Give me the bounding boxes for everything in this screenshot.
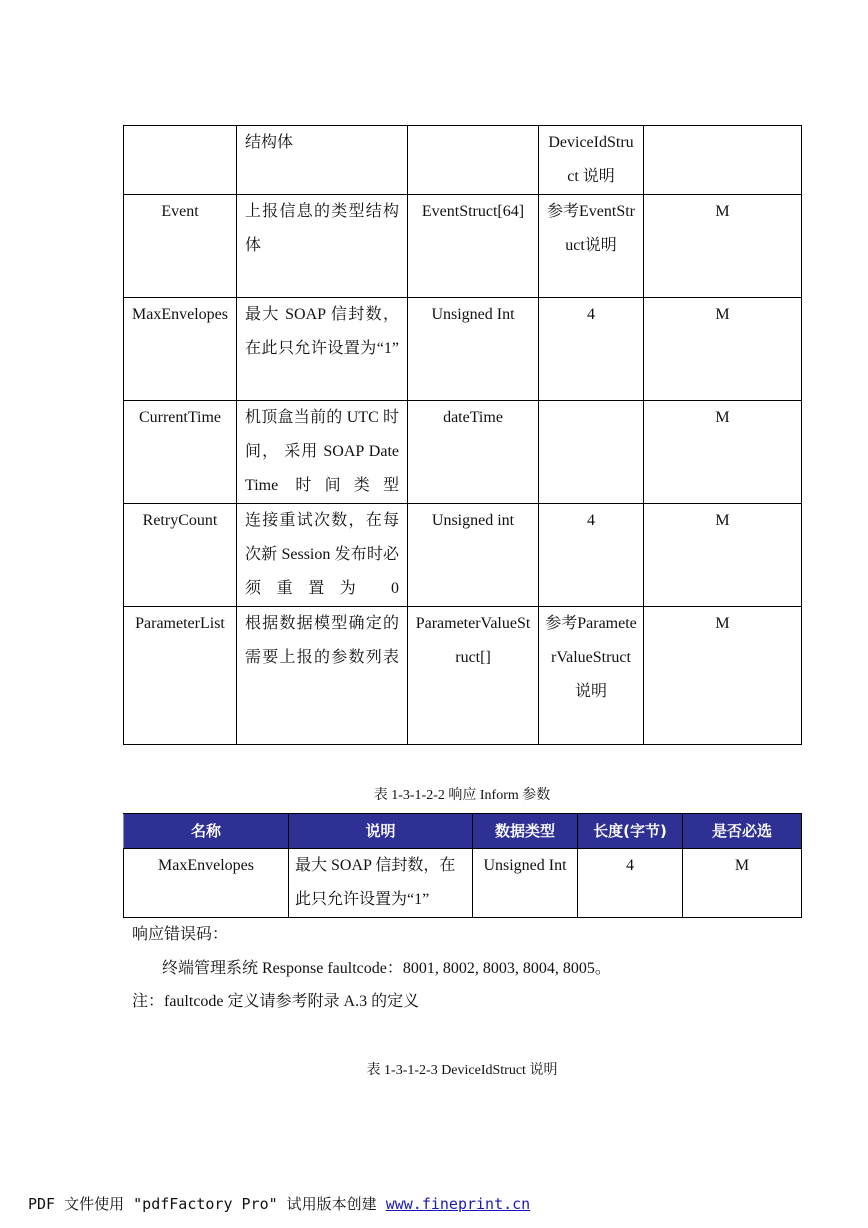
param-name-cell: MaxEnvelopes (124, 849, 289, 918)
param-required-cell (644, 126, 802, 195)
param-ref-cell: 参考EventStruct说明 (539, 195, 644, 298)
header-data-type: 数据类型 (473, 814, 578, 849)
param-ref-cell: DeviceIdStruct 说明 (539, 126, 644, 195)
param-desc-cell: 连接重试次数，在每次新 Session 发布时必须重置为 0 (237, 504, 408, 607)
inform-parameter-table (123, 125, 802, 745)
header-name: 名称 (124, 814, 289, 849)
header-length: 长度(字节) (578, 814, 683, 849)
param-name-cell: ParameterList (124, 607, 237, 745)
param-ref-cell: 参考ParameterValueStruct说明 (539, 607, 644, 745)
param-type-cell: EventStruct[64] (408, 195, 539, 298)
param-required-cell: M (644, 401, 802, 504)
table-row (124, 849, 802, 918)
param-desc-cell: 机顶盒当前的 UTC 时间， 采用 SOAP DateTime 时间类型 (237, 401, 408, 504)
param-required-cell: M (644, 298, 802, 401)
param-desc-cell: 结构体 (237, 126, 408, 195)
param-ref-cell: 4 (539, 298, 644, 401)
faultcode-note: 注：faultcode 定义请参考附录 A.3 的定义 (132, 993, 420, 1010)
footer-text: PDF 文件使用 "pdfFactory Pro" 试用版本创建 (28, 1195, 386, 1213)
table-row (124, 401, 802, 504)
param-type-cell: Unsigned Int (473, 849, 578, 918)
table-header-row (124, 814, 802, 849)
response-inform-table (123, 813, 802, 918)
param-name-cell (124, 126, 237, 195)
table-row (124, 195, 802, 298)
param-desc-cell: 最大 SOAP 信封数，在此只允许设置为“1” (289, 849, 473, 918)
param-desc-cell: 根据数据模型确定的需要上报的参数列表 (237, 607, 408, 745)
param-name-cell: MaxEnvelopes (124, 298, 237, 401)
table-row (124, 126, 802, 195)
param-desc-cell: 上报信息的类型结构体 (237, 195, 408, 298)
table-row (124, 298, 802, 401)
param-required-cell: M (644, 607, 802, 745)
table-row (124, 607, 802, 745)
param-type-cell: Unsigned int (408, 504, 539, 607)
table-row (124, 504, 802, 607)
param-length-cell: 4 (578, 849, 683, 918)
param-name-cell: Event (124, 195, 237, 298)
param-type-cell: Unsigned Int (408, 298, 539, 401)
response-faultcode-text: 终端管理系统 Response faultcode：8001, 8002, 8003, 8004, 8005。 (162, 960, 611, 977)
param-ref-cell (539, 401, 644, 504)
param-required-cell: M (644, 195, 802, 298)
param-required-cell: M (644, 504, 802, 607)
param-required-cell: M (683, 849, 802, 918)
param-ref-cell: 4 (539, 504, 644, 607)
pdf-footer (28, 1193, 530, 1215)
header-required: 是否必选 (683, 814, 802, 849)
header-description: 说明 (289, 814, 473, 849)
param-name-cell: CurrentTime (124, 401, 237, 504)
param-name-cell: RetryCount (124, 504, 237, 607)
table-caption-deviceidstruct: 表 1-3-1-2-3 DeviceIdStruct 说明 (366, 1063, 558, 1078)
param-desc-cell: 最大 SOAP 信封数，在此只允许设置为“1” (237, 298, 408, 401)
param-type-cell (408, 126, 539, 195)
fineprint-link[interactable]: www.fineprint.cn (385, 1195, 531, 1213)
response-error-code-label: 响应错误码： (132, 926, 229, 943)
table-caption-response-inform: 表 1-3-1-2-2 响应 Inform 参数 (373, 788, 551, 803)
param-type-cell: dateTime (408, 401, 539, 504)
param-type-cell: ParameterValueStruct[] (408, 607, 539, 745)
